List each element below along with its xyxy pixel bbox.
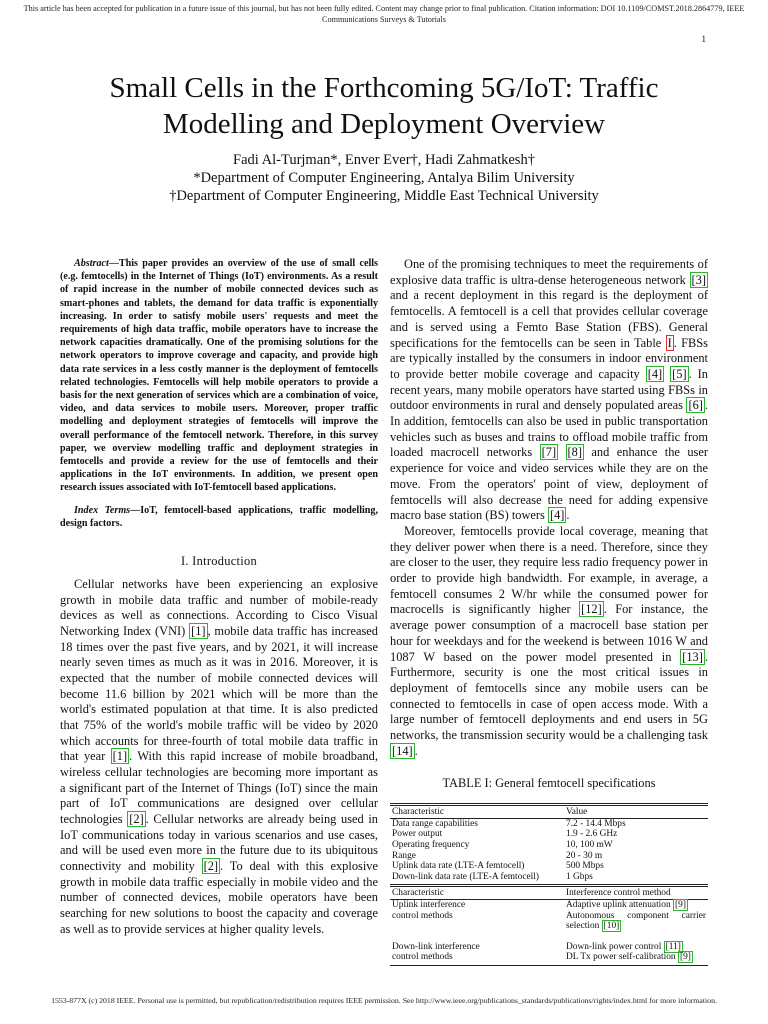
table-row — [390, 899, 708, 931]
table-cell-value: 10, 100 mW — [566, 839, 613, 850]
column-header: Interference control method — [564, 886, 708, 900]
table-cell-value — [564, 899, 708, 931]
text-run: and a recent deployment in this regard is the deployment of femtocells. A femtocell is a cell that provides cellular coverage and is served using a Femto Base Station (FBS). General specifications for the femtocells can be seen in Table — [390, 288, 708, 350]
column-header: Value — [564, 805, 708, 819]
text-run: One of the promising techniques to meet the requirements of explosive data traffic is ultra-dense heterogeneous network — [390, 257, 708, 287]
table-row — [390, 840, 708, 851]
index-terms-label: Index Terms — [74, 504, 131, 516]
author-block — [40, 151, 728, 205]
table-reference-link[interactable]: I — [667, 335, 672, 350]
text-run: . Furthermore, security is one the most critical issues in deployment of femtocells since any mobile users can be connected to femtocells in case of open access mode. With a large number of femtocell deployments and end users in 5G networks, the transmission security would be a challenging task — [390, 649, 708, 743]
table-cell-value: 7.2 - 14.4 Mbps — [566, 818, 626, 829]
table-header-row — [390, 805, 708, 819]
citation-link[interactable]: [2] — [129, 811, 144, 826]
table-row — [390, 829, 708, 840]
table-cell-value — [564, 932, 708, 966]
citation-link[interactable]: [4] — [647, 366, 663, 381]
citation-link[interactable]: [6] — [688, 398, 703, 413]
citation-link[interactable]: [9] — [675, 899, 686, 910]
cell-line: Down-link interference — [392, 941, 480, 952]
table-cell-characteristic: Power output — [392, 829, 443, 840]
cell-line: control methods — [392, 952, 453, 963]
text-run: . For instance, the average power consumption of a macrocell base station per hour for weekdays and for the weekend is between 1016 W and 1087 W based on the power model presented in — [390, 602, 709, 664]
column-header: Characteristic — [390, 886, 564, 900]
table-row — [390, 861, 708, 872]
table-cell-characteristic: Range — [392, 850, 416, 861]
citation-link[interactable]: [4] — [549, 508, 565, 523]
table-row — [390, 932, 708, 966]
body-paragraph-1 — [390, 257, 708, 524]
table-cell-characteristic — [390, 899, 564, 931]
paper-title — [40, 70, 728, 142]
citation-link[interactable]: [5] — [672, 366, 687, 381]
page-number: 1 — [701, 34, 706, 44]
table-row — [390, 872, 708, 886]
right-column — [390, 257, 708, 966]
table-cell-characteristic: Down-link data rate (LTE-A femtocell) — [390, 872, 564, 886]
notice-line-1: This article has been accepted for publication in a future issue of this journal, but has not been fully edited. Content may change prior to final publication. Citation information: DOI 10.1109/COMST.2018.2864779, IEEE — [23, 4, 745, 13]
citation-link[interactable]: [1] — [191, 624, 206, 639]
section-heading-introduction: I. Introduction — [180, 554, 258, 569]
column-header: Characteristic — [390, 805, 564, 819]
text-run: Cellular networks have been experiencing an explosive growth in mobile data traffic and number of mobile-ready devices as well as connections. According to Cisco Visual Networking Index (VNI) — [60, 577, 378, 639]
table-cell-value: 1.9 - 2.6 GHz — [566, 829, 618, 840]
cell-line — [566, 900, 706, 911]
table-cell-value: 500 Mbps — [566, 861, 604, 872]
cell-line: Uplink interference — [392, 899, 466, 910]
table-cell-characteristic: Operating frequency — [392, 839, 470, 850]
abstract-label: Abstract — [74, 258, 109, 269]
text-run: . Cellular networks are already being used in IoT communications today in various scenarios and use cases, and will be used even more in the future due to its ubiquitous connectivity and mobility — [60, 811, 378, 873]
table-row — [390, 851, 708, 862]
affiliation-1: *Department of Computer Engineering, Antalya Bilim University — [193, 170, 575, 186]
table-cell-value: 20 - 30 m — [566, 850, 603, 861]
index-terms-text: —IoT, femtocell-based applications, traffic modelling, design factors. — [60, 504, 378, 529]
cell-line: control methods — [392, 910, 453, 921]
notice-line-2: Communications Surveys & Tutorials — [322, 15, 446, 24]
text-run: . — [414, 743, 418, 758]
title-line-2: Modelling and Deployment Overview — [162, 108, 606, 140]
abstract — [60, 257, 378, 495]
text-run: . In recent years, many mobile operators have started using FBSs in outdoor environments in rural and densely populated areas — [390, 366, 708, 413]
text-run: . To deal with this explosive growth in mobile data traffic especially in mobile video and the number of connected devices, mobile operators have been searching for new solutions to boost the capacity and coverage as well as to provide services at higher quality levels. — [60, 858, 378, 936]
table-header-row — [390, 886, 708, 900]
citation-link[interactable]: [12] — [581, 602, 602, 617]
text-run: Adaptive uplink attenuation — [566, 899, 674, 910]
citation-link[interactable]: [13] — [682, 649, 703, 664]
text-run: Moreover, femtocells provide local coverage, meaning that they deliver power when there is a need. Therefore, since they are closer to the user, they require less radio frequency power in order to provide high bandwidth. For example, in average, a femtocell consumes 2 W/hr while the consumed power for macrocells is significantly higher — [390, 523, 708, 617]
text-run: Autonomous component carrier selection — [566, 910, 706, 932]
text-run: , mobile data traffic has increased 18 times over the past five years, and by 2021, it will increase nearly seven times as much as it was in 2016. Moreover, it is expected that the number of mobile connected devices will become 11.6 billion by 2021 which will be more than the world's estimated population at that time. It is also predicted that 75% of the world's mobile traffic will be video by 2020 which accounts for three-fourth of total mobile data traffic in that year — [60, 624, 378, 764]
index-terms — [60, 504, 378, 530]
citation-link[interactable]: [3] — [691, 272, 706, 287]
text-run: and enhance the user experience for voice and video services while they are on the move. From the operators' point of view, deployment of femtocells will also decrease the need for adding expensive macro base station (BS) towers — [390, 445, 708, 523]
intro-paragraph — [60, 577, 378, 937]
citation-link[interactable]: [2] — [203, 858, 219, 873]
text-run: . In addition, femtocells can also be used in public transportation vehicles such as buses and trains to offload mobile traffic from loaded macrocell networks — [390, 398, 708, 460]
table-row — [390, 818, 708, 829]
copyright-footer: 1553-877X (c) 2018 IEEE. Personal use is permitted, but republication/redistribution requires IEEE permission. See http://www.ieee.org/publications_standards/publications/rights/index.html for more information. — [51, 996, 717, 1005]
citation-link[interactable]: [11] — [665, 941, 681, 952]
table-caption: TABLE I: General femtocell specifications — [442, 775, 656, 790]
citation-link[interactable]: [9] — [679, 952, 691, 963]
table-cell-value: 1 Gbps — [564, 872, 708, 886]
cell-line — [566, 911, 706, 932]
abstract-text: —This paper provides an overview of the use of small cells (e.g. femtocells) in the Internet of Things (IoT) environments. As a result of rapid increase in the number of mobile connected devices such as smart-phones and tablets, the demand for data traffic is exponentially increasing. In order to satisfy mobile users' requests and meet the requirements of high data traffic, mobile operators have to increase the network capacities dramatically. One of the promising solutions for the network operators to improve coverage and capacity, and provide high data rate services in a less costly manner is the deployment of femtocells related technologies. Femtocells will help mobile operators to provide a basis for the next generation of services which are a combination of voice, video, and data services to mobile users. Moreover, proper traffic modelling and deployment strategies of femtocells will improve the overall performance of the femtocell network. Therefore, in this survey paper, we overview modelling traffic and deployment strategies in femtocells and provide a review for the use of femtocells and their applications in the IoT environments. In addition, we present open research issues associated with IoT-femtocell based applications. — [60, 258, 378, 494]
text-run: . With this rapid increase of mobile broadband, wireless cellular technologies are becoming more important as a significant part of the Internet of Things (IoT) since the main part of IoT communications are designed over cellular technologies — [60, 749, 378, 826]
title-line-1: Small Cells in the Forthcoming 5G/IoT: Traffic — [109, 72, 659, 104]
body-paragraph-2 — [390, 524, 708, 760]
text-run: DL Tx power self-calibration — [566, 952, 678, 963]
femtocell-spec-table — [390, 803, 708, 966]
table-cell-characteristic: Data range capabilities — [392, 818, 478, 829]
table-cell-characteristic: Uplink data rate (LTE-A femtocell) — [392, 861, 525, 872]
citation-link[interactable]: [8] — [567, 445, 582, 460]
citation-link[interactable]: [14] — [392, 743, 413, 758]
left-column — [60, 257, 378, 937]
table-cell-characteristic — [390, 932, 564, 966]
author-names: Fadi Al-Turjman*, Enver Ever†, Hadi Zahmatkesh† — [233, 152, 535, 168]
affiliation-2: †Department of Computer Engineering, Middle East Technical University — [169, 188, 599, 204]
text-run: Down-link power control — [566, 941, 664, 952]
citation-link[interactable]: [1] — [112, 749, 128, 764]
text-run: . — [566, 508, 570, 523]
citation-link[interactable]: [10] — [603, 921, 620, 932]
cell-line — [566, 952, 706, 963]
text-run: . FBSs are typically installed by the consumers in indoor environment to provide better mobile coverage and capacity — [390, 335, 708, 381]
citation-link[interactable]: [7] — [541, 445, 557, 460]
publication-notice — [10, 3, 758, 25]
